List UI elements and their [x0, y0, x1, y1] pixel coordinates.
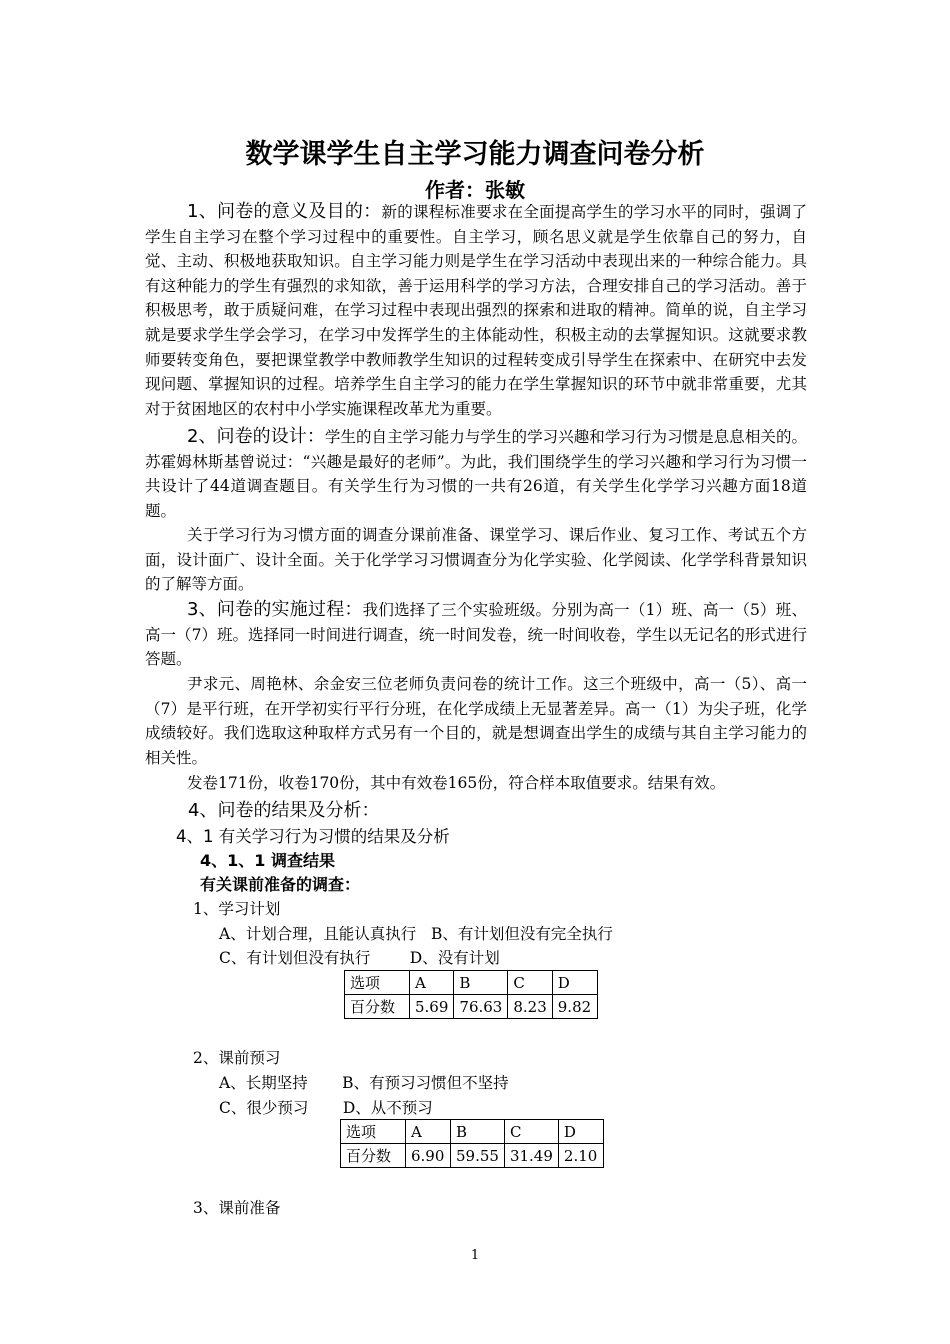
section-2-text: 学生的自主学习能力与学生的学习兴趣和学习行为习惯是息息相关的。苏霍姆林斯基曾说过：“兴趣是最好的老师”。为此，我们围绕学生的学习兴趣和学习行为习惯一共设计了44道调查题目。有关学生行为习惯的一共有26道，有关学生化学学习兴趣方面18道题。 [145, 428, 807, 520]
section-2-paragraph-2: 关于学习行为习惯方面的调查分课前准备、课堂学习、课后作业、复习工作、考试五个方面，设计面广、设计全面。关于化学学习习惯调查分为化学实验、化学阅读、化学学科背景知识的了解等方面。 [145, 526, 807, 594]
section-2-paragraph [145, 425, 807, 523]
table-cell: D [552, 971, 597, 995]
table-cell: 31.49 [504, 1144, 558, 1168]
section-4-heading: 4、问卷的结果及分析： [188, 800, 380, 821]
question-2-table [340, 1119, 604, 1168]
table-cell: 5.69 [410, 995, 454, 1019]
section-3-heading: 3、问卷的实施过程： [187, 599, 363, 620]
table-cell: 9.82 [552, 995, 597, 1019]
table-cell: 6.90 [406, 1144, 451, 1168]
document-title: 数学课学生自主学习能力调查问卷分析 [245, 139, 705, 170]
table-cell: 8.23 [508, 995, 552, 1019]
table-cell: 选项 [345, 971, 410, 995]
table-cell: A [406, 1120, 451, 1144]
table-row [341, 1144, 604, 1168]
author-line: 作者：张敏 [425, 178, 525, 202]
question-2-options-line2: C、很少预习 D、从不预习 [219, 1099, 433, 1117]
section-2-heading: 2、问卷的设计： [187, 426, 325, 447]
table-row [345, 995, 598, 1019]
question-1-label: 1、学习计划 [193, 900, 281, 918]
table-cell: B [451, 1120, 505, 1144]
question-2-options-line1: A、长期坚持 B、有预习习惯但不坚持 [219, 1074, 509, 1092]
page-number: 1 [470, 1248, 480, 1263]
section-4-1-heading: 4、1 有关学习行为习惯的结果及分析 [176, 827, 450, 846]
section-3-paragraph-2: 尹求元、周艳林、余金安三位老师负责问卷的统计工作。这三个班级中，高一（5）、高一（7）是平行班，在开学初实行平行分班，在化学成绩上无显著差异。高一（1）为尖子班，化学成绩较好。我们选取这种取样方式另有一个目的，就是想调查出学生的成绩与其自主学习能力的相关性。 [145, 675, 807, 767]
table-cell: 59.55 [451, 1144, 505, 1168]
table-cell: 百分数 [341, 1144, 406, 1168]
table-cell: 选项 [341, 1120, 406, 1144]
section-1-paragraph [145, 200, 807, 421]
table-cell: 2.10 [558, 1144, 603, 1168]
table-header-row [345, 971, 598, 995]
table-cell: C [504, 1120, 558, 1144]
table-cell: 76.63 [454, 995, 508, 1019]
table-cell: A [410, 971, 454, 995]
section-3-paragraph-3: 发卷171份，收卷170份，其中有效卷165份，符合样本取值要求。结果有效。 [187, 774, 726, 792]
subsection-heading: 有关课前准备的调查： [200, 875, 361, 894]
section-3-text: 我们选择了三个实验班级。分别为高一（1）班、高一（5）班、高一（7）班。选择同一时间进行调查，统一时间发卷，统一时间收卷，学生以无记名的形式进行答题。 [145, 601, 807, 669]
table-header-row [341, 1120, 604, 1144]
question-1-options-line1: A、计划合理，且能认真执行 B、有计划但没有完全执行 [219, 925, 613, 943]
question-1-options-line2: C、有计划但没有执行 D、没有计划 [219, 949, 500, 967]
section-4-1-1-heading: 4、1、1 调查结果 [200, 851, 335, 870]
section-3-paragraph [145, 598, 807, 672]
section-1-heading: 1、问卷的意义及目的： [187, 201, 382, 222]
question-2-label: 2、课前预习 [193, 1049, 281, 1067]
section-1-text: 新的课程标准要求在全面提高学生的学习水平的同时，强调了学生自主学习在整个学习过程中的重要性。自主学习，顾名思义就是学生依靠自己的努力，自觉、主动、积极地获取知识。自主学习能力则是学生在学习活动中表现出来的一种综合能力。具有这种能力的学生有强烈的求知欲，善于运用科学的学习方法，合理安排自己的学习活动。善于积极思考，敢于质疑问难，在学习过程中表现出强烈的探索和进取的精神。简单的说，自主学习就是要求学生学会学习，在学习中发挥学生的主体能动性，积极主动的去掌握知识。这就要求教师要转变角色，要把课堂教学中教师教学生知识的过程转变成引导学生在探索中、在研究中去发现问题、掌握知识的过程。培养学生自主学习的能力在学生掌握知识的环节中就非常重要，尤其对于贫困地区的农村中小学实施课程改革尤为重要。 [145, 203, 807, 418]
table-cell: D [558, 1120, 603, 1144]
table-cell: C [508, 971, 552, 995]
table-cell: B [454, 971, 508, 995]
table-cell: 百分数 [345, 995, 410, 1019]
question-3-label: 3、课前准备 [193, 1199, 281, 1217]
question-1-table [344, 970, 598, 1019]
